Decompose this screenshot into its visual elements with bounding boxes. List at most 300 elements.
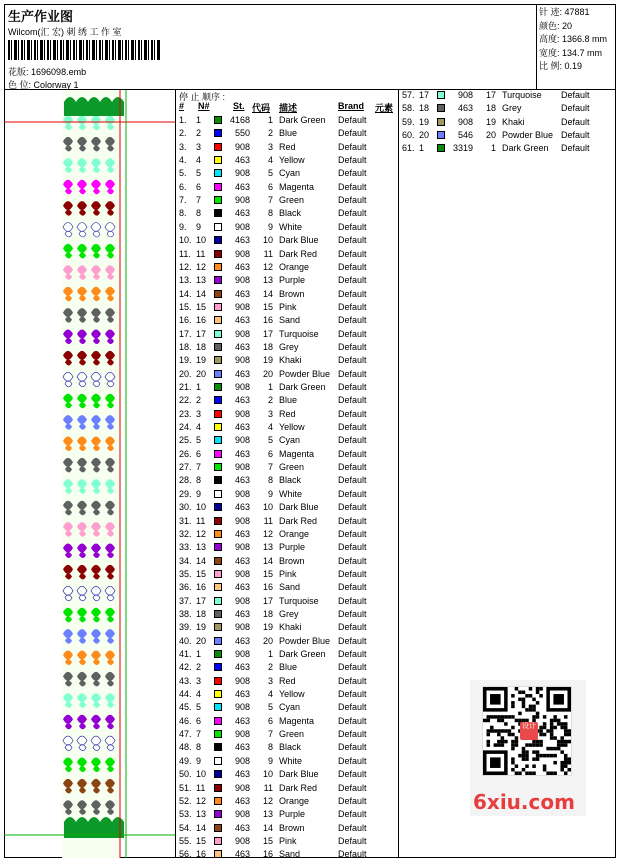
stop-row [176, 394, 399, 407]
stop-stitches: 908 [234, 275, 250, 286]
qr-module [557, 747, 561, 751]
qr-module [518, 771, 522, 775]
stop-row [176, 207, 399, 220]
stop-needle: 14 [196, 288, 207, 299]
stop-stitches: 908 [234, 221, 250, 232]
stop-seq: 55. [179, 835, 192, 846]
stop-stitches: 463 [234, 475, 250, 486]
stop-desc: Sand [279, 582, 301, 593]
qr-module [494, 743, 498, 747]
stop-row [176, 461, 399, 474]
stop-stitches: 463 [234, 422, 250, 433]
stop-brand: Default [338, 608, 367, 619]
stop-stitches: 908 [234, 462, 250, 473]
qr-module [487, 719, 491, 723]
stop-code: 11 [263, 248, 273, 259]
stop-row [176, 127, 399, 140]
qr-module [518, 712, 522, 716]
barcode [8, 40, 160, 60]
qr-module [515, 771, 519, 775]
stop-brand: Default [338, 208, 367, 219]
stop-needle: 6 [196, 448, 202, 459]
stop-needle: 18 [419, 103, 430, 114]
stop-brand: Default [338, 835, 367, 846]
qr-module [511, 761, 515, 765]
stop-seq: 13. [179, 275, 192, 286]
stop-stitches: 908 [234, 782, 250, 793]
stop-code: 6 [267, 715, 273, 726]
stop-seq: 31. [179, 515, 192, 526]
stop-desc: Yellow [279, 689, 305, 700]
qr-module [536, 712, 540, 716]
stop-seq: 8. [179, 208, 187, 219]
qr-module [525, 764, 529, 768]
stop-code: 1 [490, 143, 496, 154]
qr-module [508, 733, 512, 737]
stop-row [176, 154, 399, 167]
qr-module [518, 698, 522, 702]
stop-brand: Default [338, 141, 367, 152]
stop-stitches: 908 [234, 622, 250, 633]
stop-desc: Khaki [279, 355, 302, 366]
qr-module [504, 729, 508, 733]
stop-stitches: 3319 [452, 143, 473, 154]
stop-row [176, 501, 399, 514]
col-num-header: N# [198, 101, 210, 111]
stop-seq: 32. [179, 528, 192, 539]
stop-brand: Default [338, 341, 367, 352]
stop-needle: 10 [196, 769, 207, 780]
qr-module [501, 736, 505, 740]
stop-row [176, 648, 399, 661]
qr-module [564, 771, 568, 775]
stop-stitches: 908 [234, 675, 250, 686]
qr-module [490, 729, 494, 733]
color-swatch [214, 316, 222, 324]
stop-needle: 18 [196, 341, 207, 352]
color-swatch [214, 396, 222, 404]
stop-stitches: 908 [234, 382, 250, 392]
stop-stitches: 463 [457, 103, 473, 114]
stop-row [399, 102, 620, 115]
stop-needle: 1 [419, 143, 425, 154]
stop-stitches: 463 [234, 689, 250, 700]
qr-module [564, 757, 568, 761]
stop-desc: Purple [279, 542, 306, 553]
stop-needle: 7 [196, 195, 202, 206]
stop-needle: 18 [196, 608, 207, 619]
qr-module [515, 687, 519, 691]
stop-seq: 61. [402, 143, 415, 154]
qr-module [511, 757, 515, 761]
stop-seq: 54. [179, 822, 192, 833]
stop-seq: 30. [179, 502, 192, 513]
stop-stitches: 463 [234, 235, 250, 246]
qr-module [518, 754, 522, 758]
stop-stitches: 908 [234, 729, 250, 740]
stop-code: 17 [262, 595, 273, 606]
qr-module [532, 757, 536, 761]
header [4, 4, 616, 90]
qr-module [522, 747, 526, 751]
stop-desc: Pink [279, 835, 297, 846]
qr-module [546, 747, 550, 751]
qr-module [550, 736, 554, 740]
stop-code: 7 [267, 462, 273, 473]
stop-needle: 4 [196, 155, 202, 166]
stop-code: 10 [262, 235, 273, 246]
stop-desc: Powder Blue [279, 368, 331, 379]
stop-desc: Khaki [502, 116, 525, 127]
qr-module [543, 715, 547, 719]
qr-module [518, 691, 522, 695]
stop-brand: Default [338, 448, 367, 459]
color-swatch [214, 583, 222, 591]
qr-module [536, 740, 540, 744]
stop-needle: 4 [196, 422, 202, 433]
stop-needle: 13 [196, 809, 207, 820]
stop-code: 6 [267, 448, 273, 459]
stop-seq: 19. [179, 355, 192, 366]
design-label: 花版: [8, 67, 29, 77]
stop-row [176, 608, 399, 621]
stop-stitches: 463 [234, 849, 250, 860]
stop-needle: 17 [196, 595, 207, 606]
qr-module [567, 768, 571, 772]
stop-seq: 24. [179, 422, 192, 433]
color-swatch [214, 557, 222, 565]
stop-desc: Blue [279, 395, 298, 406]
stop-row [176, 288, 399, 301]
stat-width: 宽度: 134.7 mm [539, 47, 603, 58]
stop-code: 13 [262, 542, 273, 553]
stop-stitches: 463 [234, 742, 250, 753]
stop-brand: Default [338, 809, 367, 820]
stop-row [176, 782, 399, 795]
stop-desc: White [279, 221, 303, 232]
stop-code: 5 [267, 435, 273, 446]
stop-code: 16 [262, 849, 273, 860]
stop-needle: 1 [196, 382, 202, 392]
qr-module [522, 691, 526, 695]
stop-needle: 3 [196, 675, 202, 686]
stop-seq: 6. [179, 181, 187, 192]
stop-stitches: 463 [234, 582, 250, 593]
stop-desc: Sand [279, 849, 301, 860]
color-swatch [214, 196, 222, 204]
qr-module [550, 733, 554, 737]
qr-module [543, 733, 547, 737]
stop-stitches: 463 [234, 288, 250, 299]
stop-code: 2 [267, 128, 273, 139]
color-swatch [214, 169, 222, 177]
stat-scale: 比 例: 0.19 [539, 61, 583, 71]
qr-module [487, 715, 491, 719]
stop-brand: Default [338, 235, 367, 246]
stop-desc: Grey [279, 608, 299, 619]
stop-stitches: 463 [234, 715, 250, 726]
stop-desc: Turquoise [279, 328, 319, 339]
color-swatch [214, 330, 222, 338]
stop-seq: 18. [179, 341, 192, 352]
stop-seq: 52. [179, 795, 192, 806]
qr-module [522, 754, 526, 758]
stop-seq: 47. [179, 729, 192, 740]
stop-seq: 7. [179, 195, 187, 206]
qr-module [564, 761, 568, 765]
colorway-label: 色 位: [8, 80, 32, 90]
stop-code: 13 [262, 275, 273, 286]
stop-stitches: 463 [234, 368, 250, 379]
qr-module [487, 733, 491, 737]
color-swatch [214, 423, 222, 431]
stop-row [176, 635, 399, 648]
stop-brand: Default [561, 130, 590, 141]
stop-brand: Default [338, 702, 367, 713]
color-swatch [214, 436, 222, 444]
stop-code: 4 [267, 689, 273, 700]
stop-needle: 9 [196, 221, 202, 232]
qr-module [529, 743, 533, 747]
qr-module [497, 715, 501, 719]
design-preview-canvas [4, 90, 176, 858]
qr-module [487, 729, 491, 733]
qr-module [532, 705, 536, 709]
color-swatch [214, 677, 222, 685]
stop-desc: Orange [279, 528, 310, 539]
stop-desc: Orange [279, 261, 310, 272]
stop-stitches: 463 [234, 608, 250, 619]
stop-row [176, 434, 399, 447]
stop-desc: Yellow [279, 422, 305, 433]
color-swatch [214, 236, 222, 244]
stop-seq: 40. [179, 635, 192, 646]
qr-module [557, 722, 561, 726]
qr-module [515, 764, 519, 768]
color-swatch [437, 91, 445, 99]
stop-seq: 20. [179, 368, 192, 379]
stop-stitches: 463 [234, 155, 250, 166]
qr-module [511, 705, 515, 709]
qr-module [532, 740, 536, 744]
qr-module [501, 715, 505, 719]
qr-module [529, 687, 533, 691]
stop-stitches: 546 [457, 130, 473, 141]
stop-brand: Default [338, 689, 367, 700]
stop-stitches: 463 [234, 795, 250, 806]
color-swatch [214, 650, 222, 658]
qr-module [564, 754, 568, 758]
color-swatch [214, 797, 222, 805]
stop-desc: Green [279, 195, 305, 206]
stop-brand: Default [338, 675, 367, 686]
stop-row [399, 89, 620, 102]
stop-needle: 3 [196, 408, 202, 419]
stop-needle: 7 [196, 729, 202, 740]
color-swatch [214, 290, 222, 298]
stop-row [176, 408, 399, 421]
stop-seq: 27. [179, 462, 192, 473]
stop-stitches: 908 [234, 809, 250, 820]
stop-seq: 5. [179, 168, 187, 179]
qr-module [543, 764, 547, 768]
stop-seq: 39. [179, 622, 192, 633]
stop-stitches: 908 [234, 168, 250, 179]
stop-desc: Dark Green [279, 649, 326, 659]
stop-stitches: 908 [234, 141, 250, 152]
stop-needle: 5 [196, 168, 202, 179]
stop-code: 7 [267, 729, 273, 740]
qr-module [497, 743, 501, 747]
stop-row [176, 114, 399, 127]
qr-module [536, 750, 540, 754]
qr-module [560, 750, 564, 754]
stop-desc: White [279, 755, 303, 766]
stop-code: 17 [262, 328, 273, 339]
stop-seq: 3. [179, 141, 187, 152]
stop-brand: Default [561, 116, 590, 127]
stop-stitches: 908 [234, 488, 250, 499]
stop-desc: Orange [279, 795, 310, 806]
stop-desc: Green [279, 462, 305, 473]
qr-module [564, 743, 568, 747]
qr-module [515, 719, 519, 723]
stop-row [176, 515, 399, 528]
qr-module [511, 743, 515, 747]
stop-seq: 46. [179, 715, 192, 726]
qr-module [550, 719, 554, 723]
stop-brand: Default [338, 261, 367, 272]
stop-stitches: 908 [234, 328, 250, 339]
qr-module [550, 729, 554, 733]
qr-module [539, 740, 543, 744]
qr-module [522, 757, 526, 761]
stop-row [176, 621, 399, 634]
stop-row [176, 541, 399, 554]
qr-module [543, 722, 547, 726]
qr-module [525, 694, 529, 698]
stop-stitches: 463 [234, 395, 250, 406]
stop-code: 5 [267, 168, 273, 179]
stop-stitches: 550 [234, 128, 250, 139]
color-swatch [214, 543, 222, 551]
stop-stitches: 463 [234, 341, 250, 352]
stop-stitches: 908 [234, 649, 250, 659]
qr-module [532, 698, 536, 702]
qr-module [511, 715, 515, 719]
stop-stitches: 908 [234, 355, 250, 366]
col-seq-header: # [179, 101, 185, 111]
stop-needle: 13 [196, 275, 207, 286]
stop-desc: Grey [279, 341, 299, 352]
stop-row [176, 248, 399, 261]
stop-seq: 9. [179, 221, 187, 232]
stop-needle: 20 [419, 130, 430, 141]
stop-seq: 29. [179, 488, 192, 499]
qr-module [511, 726, 515, 730]
color-swatch [214, 156, 222, 164]
color-swatch [214, 383, 222, 391]
stop-desc: Dark Red [279, 248, 318, 259]
qr-module [532, 708, 536, 712]
color-swatch [214, 623, 222, 631]
stop-code: 18 [262, 608, 273, 619]
stop-brand: Default [338, 355, 367, 366]
qr-module [553, 719, 557, 723]
stop-seq: 56. [179, 849, 192, 860]
stop-desc: Red [279, 141, 296, 152]
qr-module [553, 726, 557, 730]
stop-brand: Default [338, 488, 367, 499]
color-swatch [214, 463, 222, 471]
stop-row [176, 328, 399, 341]
stop-brand: Default [338, 408, 367, 419]
stop-brand: Default [561, 103, 590, 114]
qr-module [511, 740, 515, 744]
stop-row [176, 167, 399, 180]
qr-module [539, 729, 543, 733]
stop-code: 11 [263, 515, 273, 526]
stop-needle: 10 [196, 235, 207, 246]
qr-module [564, 715, 568, 719]
color-swatch [214, 183, 222, 191]
stop-needle: 20 [196, 635, 207, 646]
stop-brand: Default [338, 195, 367, 206]
stop-code: 13 [262, 809, 273, 820]
stop-row [176, 822, 399, 835]
stop-desc: Powder Blue [279, 635, 331, 646]
stop-seq: 33. [179, 542, 192, 553]
stop-seq: 38. [179, 608, 192, 619]
stop-seq: 12. [179, 261, 192, 272]
stop-desc: Black [279, 208, 302, 219]
stop-row [176, 221, 399, 234]
stop-needle: 15 [196, 835, 207, 846]
qr-module [560, 768, 564, 772]
qr-module [490, 726, 494, 730]
stop-needle: 19 [419, 116, 430, 127]
color-swatch [214, 784, 222, 792]
stop-row [176, 314, 399, 327]
stop-stitches: 463 [234, 662, 250, 673]
color-swatch [214, 476, 222, 484]
stop-seq: 43. [179, 675, 192, 686]
stop-desc: Dark Green [279, 115, 326, 125]
stop-needle: 15 [196, 568, 207, 579]
stop-needle: 12 [196, 795, 207, 806]
color-swatch [214, 703, 222, 711]
stop-code: 10 [262, 769, 273, 780]
color-swatch [214, 276, 222, 284]
stop-stitches: 463 [234, 822, 250, 833]
qr-module [539, 754, 543, 758]
stop-seq: 15. [179, 301, 192, 312]
stop-seq: 23. [179, 408, 192, 419]
stop-stitches: 908 [234, 595, 250, 606]
stop-desc: Purple [279, 809, 306, 820]
stop-stitches: 463 [234, 448, 250, 459]
qr-module [515, 743, 519, 747]
stop-seq: 17. [179, 328, 192, 339]
stat-height: 高度: 1366.8 mm [539, 34, 608, 44]
stop-code: 20 [262, 368, 273, 379]
stop-brand: Default [338, 435, 367, 446]
stop-code: 8 [267, 208, 273, 219]
stop-code: 7 [267, 195, 273, 206]
stop-row [176, 274, 399, 287]
stop-seq: 26. [179, 448, 192, 459]
stop-seq: 44. [179, 689, 192, 700]
